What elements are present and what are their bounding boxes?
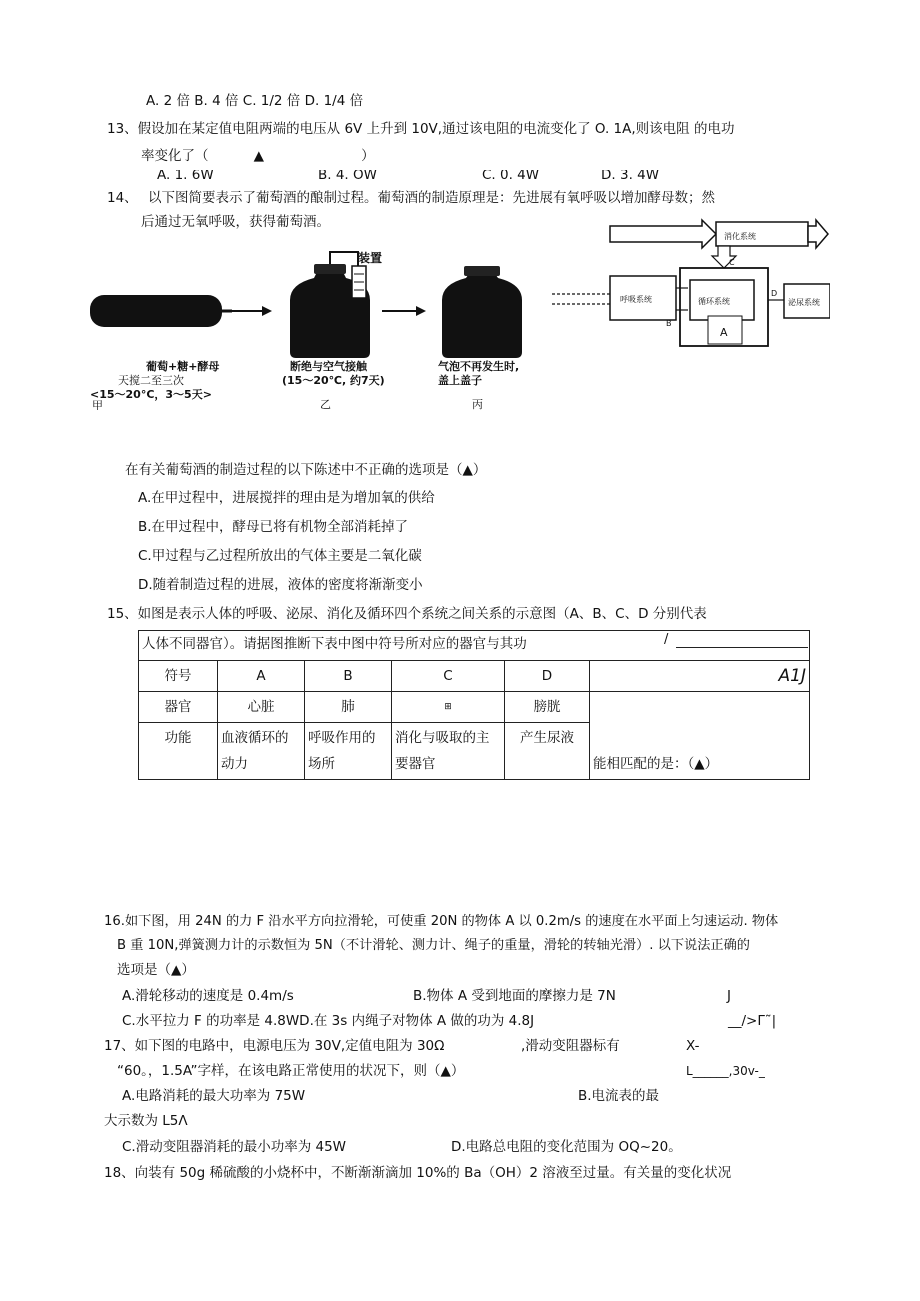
function-cell: 产生尿液 xyxy=(505,723,590,780)
symbol-cell: D xyxy=(505,661,590,692)
jia-caption-1: 葡萄+糖+酵母 xyxy=(146,360,220,373)
bing-caption-1: 气泡不再发生时, xyxy=(438,360,520,373)
q13-option-a: A. 1. 6W xyxy=(157,170,214,180)
arrow-2-head xyxy=(416,306,426,316)
q17-line1b: ,滑动变阻器标有 xyxy=(521,1038,620,1054)
bing-lid xyxy=(464,266,500,276)
q16-line2: B 重 10N,弹簧测力计的示数恒为 5N（不计滑轮、测力计、绳子的重量，滑轮的转轴光滑）. 以下说法正确的 xyxy=(117,938,750,953)
q13-close: ） xyxy=(361,148,375,164)
top-system-label: 消化系统 xyxy=(724,232,756,241)
label-a: A xyxy=(720,326,728,339)
yi-device-label: 装置 xyxy=(358,251,383,265)
q17-option-b2: 大示数为 L5Λ xyxy=(104,1113,188,1129)
q13-option-d: D. 3. 4W xyxy=(601,170,660,180)
q17-option-d: D.电路总电阻的变化范围为 OQ~20。 xyxy=(451,1139,682,1155)
q14-num: 14、 xyxy=(107,190,138,206)
bing-jar xyxy=(442,272,522,358)
noise-cell: A1J xyxy=(590,661,810,692)
wine-process-figure xyxy=(86,240,546,410)
q13-option-b: B. 4. OW xyxy=(318,170,377,180)
q15-tail: 能相匹配的是：（▲） xyxy=(593,756,719,772)
q17-option-a: A.电路消耗的最大功率为 75W xyxy=(122,1088,306,1104)
q13-option-c: C. 0. 4W xyxy=(482,170,540,180)
top-arrow-left xyxy=(610,220,716,248)
q16-line3: 选项是（▲） xyxy=(117,962,195,978)
q16-line1: 16.如下图，用 24N 的力 F 沿水平方向拉滑轮，可使重 20N 的物体 A 以 0.2m/s 的速度在水平面上匀速运动. 物体 xyxy=(104,914,779,929)
symbol-cell: B xyxy=(305,661,392,692)
bing-label: 丙 xyxy=(472,398,483,410)
q17-line1: 17、如下图的电路中，电源电压为 30V,定值电阻为 30Ω xyxy=(104,1038,445,1054)
q13-options-cut xyxy=(0,170,920,180)
yi-lid xyxy=(314,264,346,274)
q16-option-b: B.物体 A 受到地面的摩擦力是 7N xyxy=(413,988,616,1004)
q14-question: 在有关葡萄酒的制造过程的以下陈述中不正确的选项是（▲） xyxy=(125,462,487,478)
q15-line2: 人体不同器官）。请据图推断下表中图中符号所对应的器官与其功 xyxy=(142,636,527,652)
q16-option-a: A.滑轮移动的速度是 0.4m/s xyxy=(122,988,294,1004)
organ-cell: ⊞ xyxy=(392,692,505,723)
yi-caption-2: (15～20℃, 约7天) xyxy=(282,374,385,387)
q13-stem: 率变化了（ xyxy=(141,148,209,164)
circulatory-label: 循环系统 xyxy=(698,297,730,306)
q15-line1: 15、如图是表示人体的呼吸、泌尿、消化及循环四个系统之间关系的示意图（A、B、C、D 分别代表 xyxy=(107,606,707,622)
arrow-1-head xyxy=(262,306,272,316)
q18-line1: 18、向装有 50g 稀硫酸的小烧杯中，不断渐渐滴加 10%的 Ba（OH）2 溶液至过量。有关量的变化状况 xyxy=(104,1165,732,1181)
symbol-cell: C xyxy=(392,661,505,692)
organ-cell: 膀胱 xyxy=(505,692,590,723)
yi-caption-1: 断绝与空气接触 xyxy=(290,360,367,373)
table-row xyxy=(139,661,810,692)
q16-noise-2: __/>Γ˜| xyxy=(728,1013,777,1029)
label-d: D xyxy=(771,289,778,298)
q12-options: A. 2 倍 B. 4 倍 C. 1/2 倍 D. 1/4 倍 xyxy=(146,93,364,109)
q17-noise-2: L______,30v-_ xyxy=(686,1064,765,1078)
q17-option-b: B.电流表的最 xyxy=(578,1088,660,1104)
organ-table xyxy=(138,660,810,780)
q17-noise-1: X- xyxy=(686,1038,700,1054)
yi-label: 乙 xyxy=(320,398,331,410)
organ-cell: 肺 xyxy=(305,692,392,723)
q14-option-b: B.在甲过程中，酵母已将有机物全部消耗掉了 xyxy=(138,519,409,535)
symbol-cell: A xyxy=(218,661,305,692)
table-row xyxy=(139,692,810,723)
row-label: 功能 xyxy=(139,723,218,780)
q14-option-d: D.随着制造过程的进展，液体的密度将渐渐变小 xyxy=(138,577,423,593)
q13-line1: 13、假设加在某定值电阻两端的电压从 6V 上升到 10V,通过该电阻的电流变化了 O. 1A,则该电阻 的电功 xyxy=(107,121,735,137)
jia-label: 甲 xyxy=(92,399,103,410)
q15-blank-line xyxy=(676,647,808,648)
function-cell: 血液循环的动力 xyxy=(218,723,305,780)
tail-cell xyxy=(590,692,810,780)
q14-option-c: C.甲过程与乙过程所放出的气体主要是二氧化碳 xyxy=(138,548,422,564)
row-label: 符号 xyxy=(139,661,218,692)
jia-dish xyxy=(90,295,222,327)
jia-caption-2: 天搅二至三次 xyxy=(118,374,184,387)
function-cell: 呼吸作用的场所 xyxy=(305,723,392,780)
row-label: 器官 xyxy=(139,692,218,723)
q15-slash: / xyxy=(664,632,669,647)
q16-noise-1: J xyxy=(727,988,731,1004)
organ-cell: 心脏 xyxy=(218,692,305,723)
q17-line2: “60。，1.5A”字样，在该电路正常使用的状况下，则（▲） xyxy=(117,1063,465,1079)
q14-line1: 以下图简要表示了葡萄酒的酿制过程。葡萄酒的制造原理是：先进展有氧呼吸以增加酵母数；然 xyxy=(148,190,715,206)
function-cell: 消化与吸取的主要器官 xyxy=(392,723,505,780)
respiratory-label: 呼吸系统 xyxy=(620,295,652,304)
label-b: B xyxy=(666,319,672,328)
q16-option-cd: C.水平拉力 F 的功率是 4.8WD.在 3s 内绳子对物体 A 做的功为 4.8J xyxy=(122,1013,535,1029)
q13-line2 xyxy=(141,146,375,166)
q13-marker: ▲ xyxy=(253,148,264,164)
q14-line2: 后通过无氧呼吸，获得葡萄酒。 xyxy=(141,214,330,230)
q17-option-c: C.滑动变阻器消耗的最小功率为 45W xyxy=(122,1139,347,1155)
bing-caption-2: 盖上盖子 xyxy=(438,374,482,387)
top-arrow-right xyxy=(808,220,828,248)
jia-caption-3: <15～20°C，3～5天> xyxy=(90,388,212,401)
label-c: C xyxy=(729,258,735,267)
urinary-label: 泌尿系统 xyxy=(788,298,820,307)
q14-option-a: A.在甲过程中，进展搅拌的理由是为增加氧的供给 xyxy=(138,490,435,506)
body-systems-diagram xyxy=(548,218,830,352)
